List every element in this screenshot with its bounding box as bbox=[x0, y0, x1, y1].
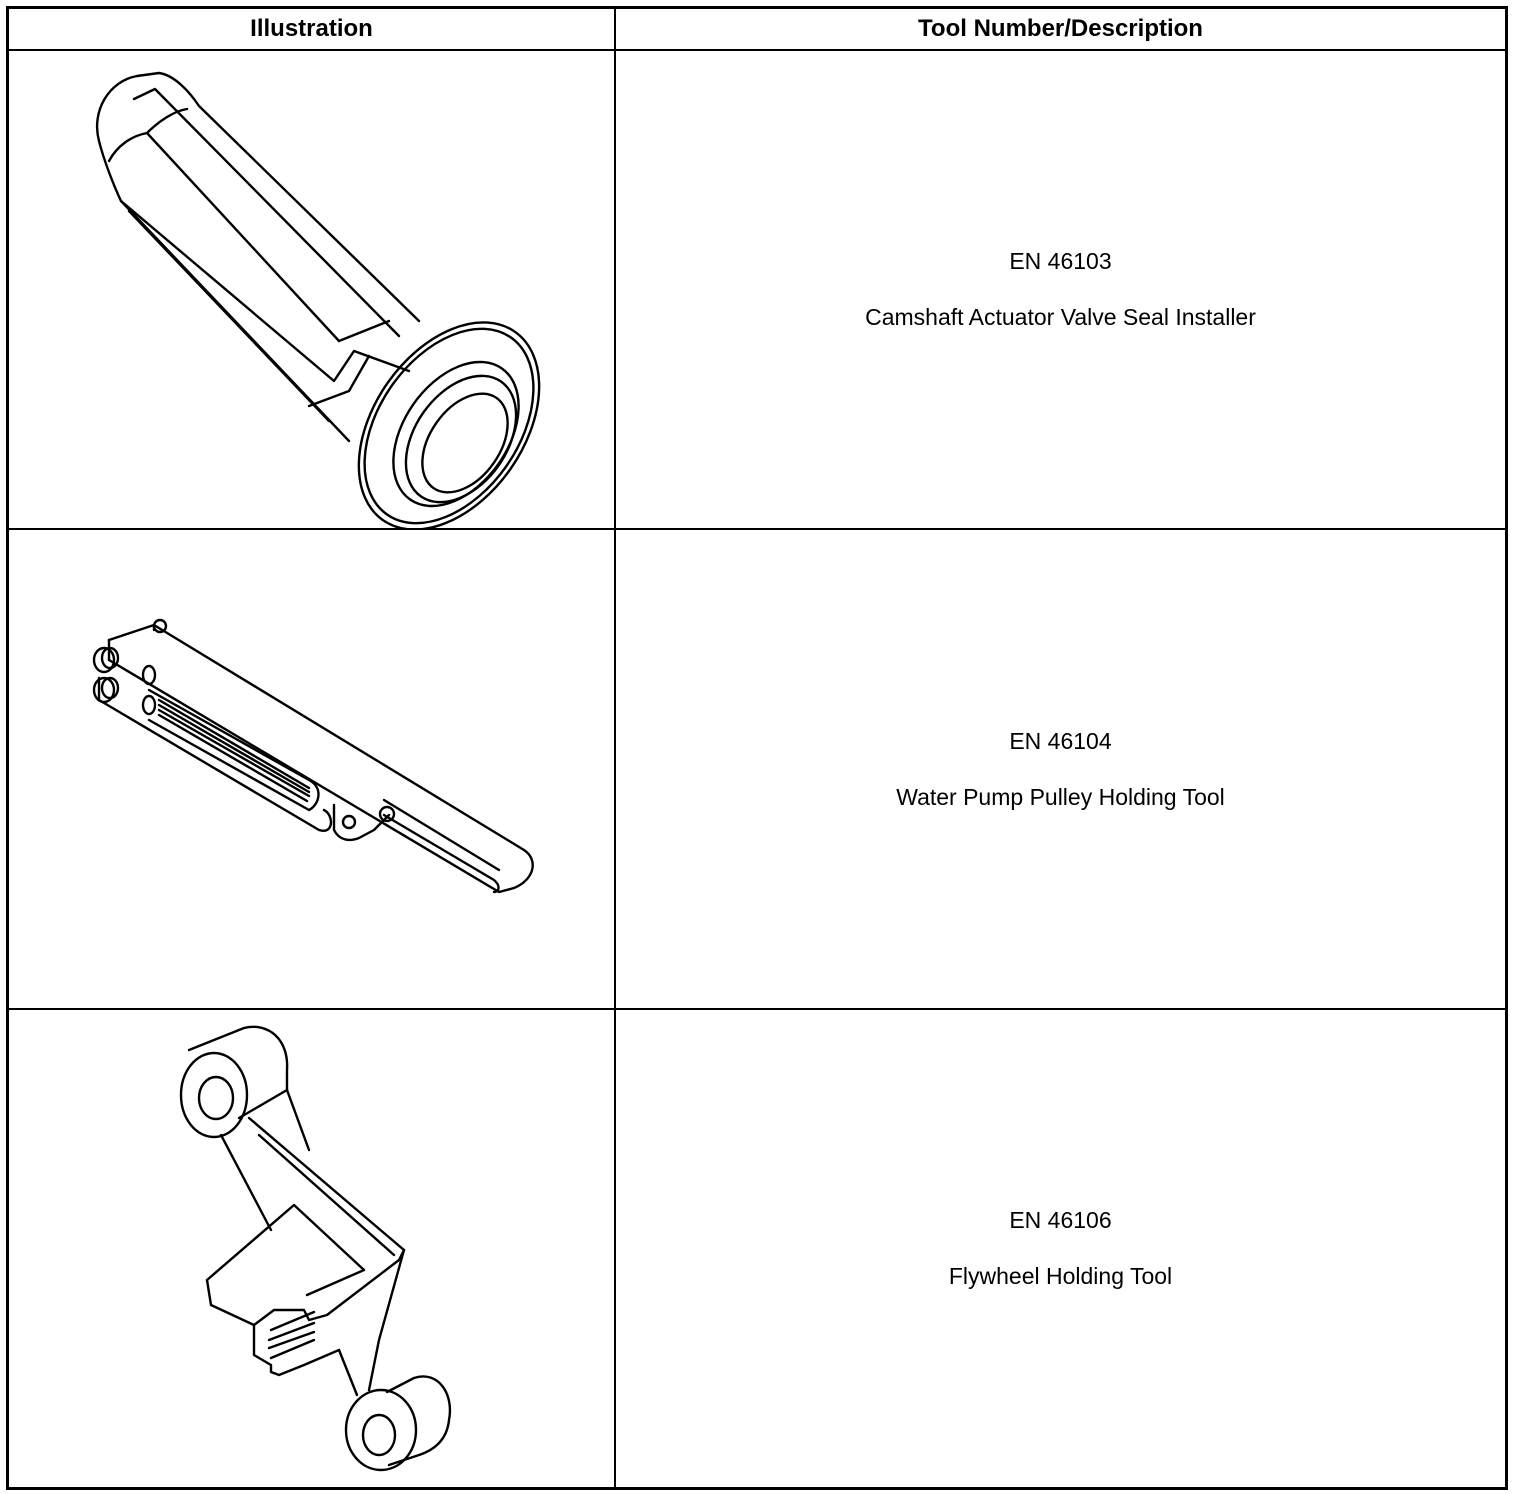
tool-table bbox=[6, 6, 1508, 1490]
seal-installer-drawing-icon bbox=[9, 51, 614, 528]
table-row-3-description bbox=[616, 1010, 1505, 1487]
tool-number-3: EN 46106 bbox=[1009, 1207, 1112, 1233]
table-row-1-illustration bbox=[9, 51, 614, 528]
pulley-holding-tool-drawing-icon bbox=[9, 530, 614, 1008]
tool-description-3: Flywheel Holding Tool bbox=[948, 1263, 1173, 1289]
tool-description-1: Camshaft Actuator Valve Seal Installer bbox=[865, 304, 1256, 330]
header-illustration-label: Illustration bbox=[250, 15, 373, 42]
flywheel-holding-tool-drawing-icon bbox=[9, 1010, 614, 1487]
table-row-2-illustration bbox=[9, 530, 614, 1008]
table-row-1-description bbox=[616, 51, 1505, 528]
header-description bbox=[616, 9, 1505, 49]
tool-number-1: EN 46103 bbox=[1009, 248, 1112, 274]
header-description-label: Tool Number/Description bbox=[918, 15, 1203, 42]
tool-description-2: Water Pump Pulley Holding Tool bbox=[896, 783, 1225, 810]
table-row-2-description bbox=[616, 530, 1505, 1008]
header-illustration bbox=[9, 9, 614, 49]
tool-number-2: EN 46104 bbox=[1009, 727, 1112, 754]
table-row-3-illustration bbox=[9, 1010, 614, 1487]
